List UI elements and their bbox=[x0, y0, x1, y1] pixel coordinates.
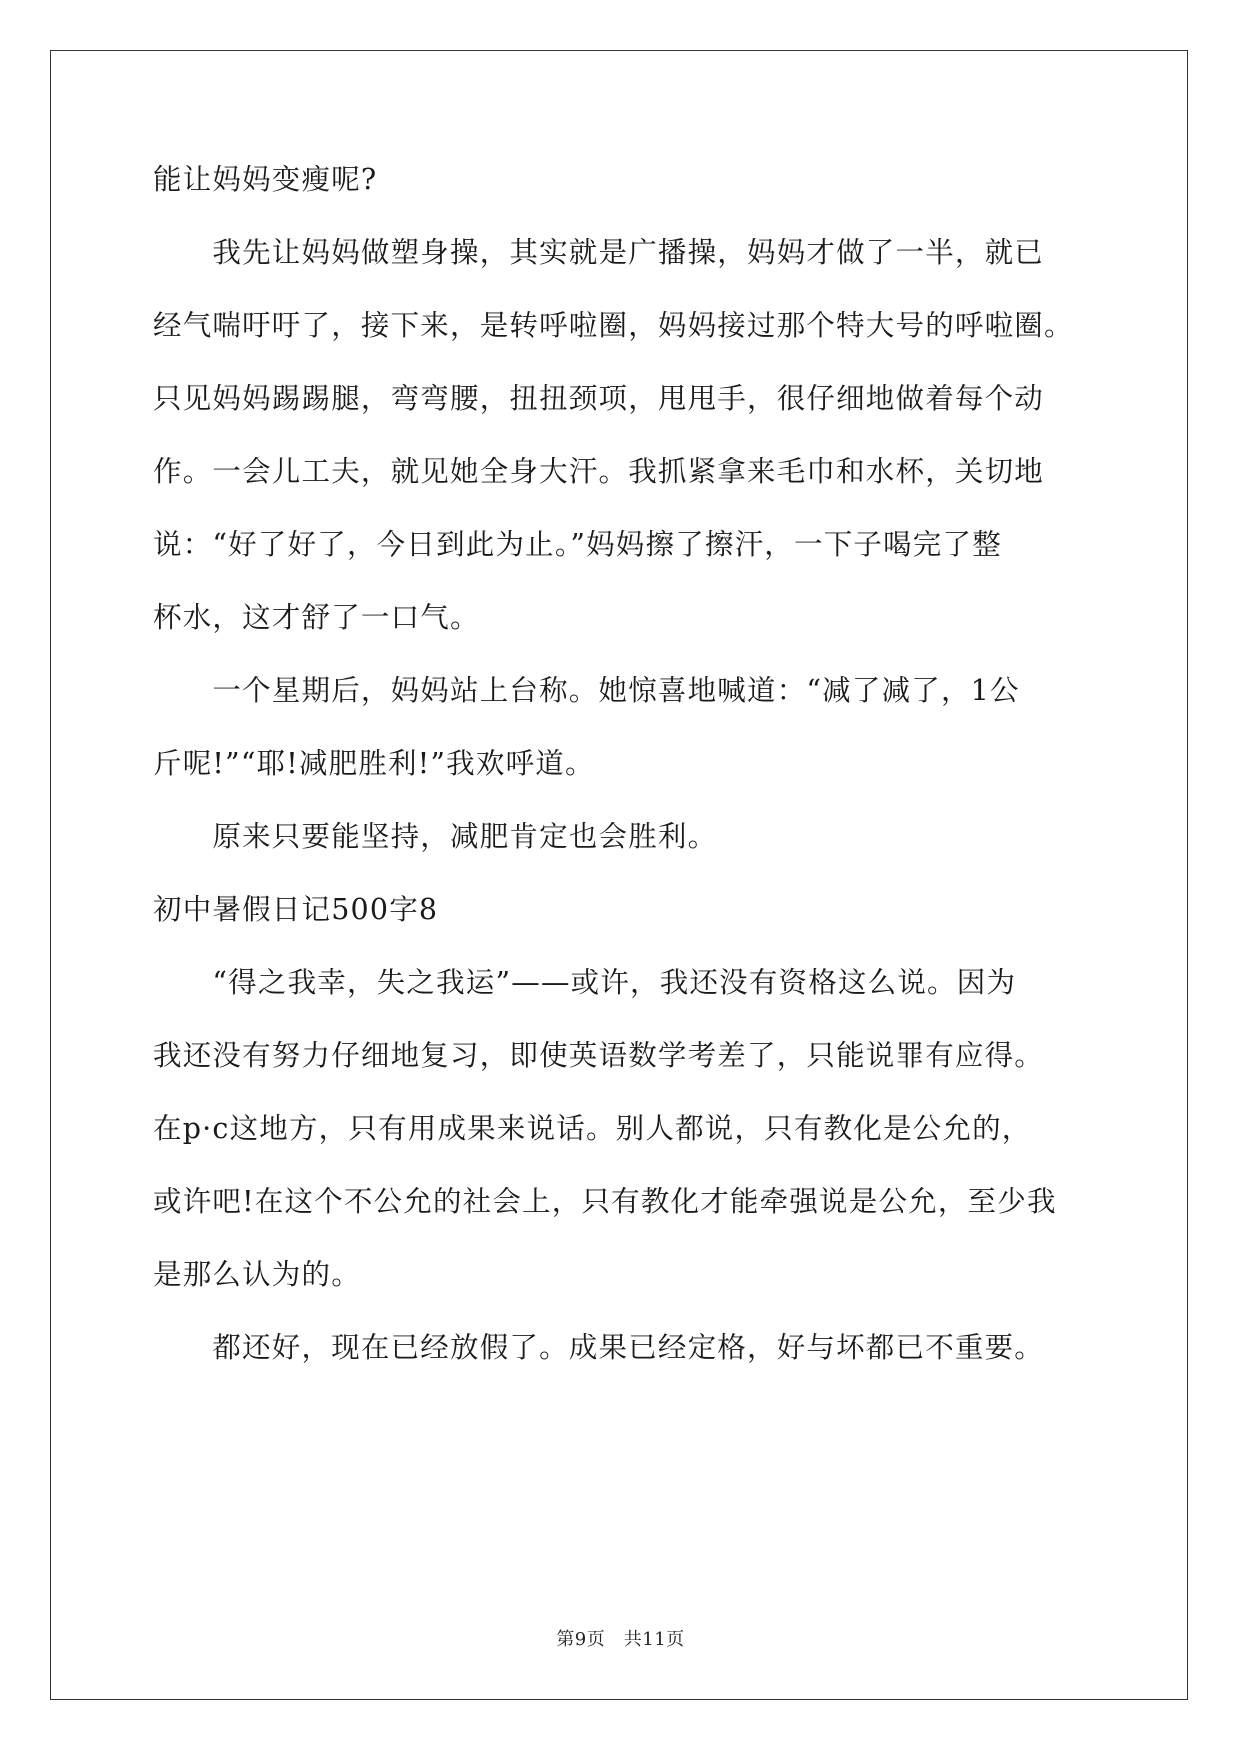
text-line: 说：“好了好了，今日到此为止。”妈妈擦了擦汗，一下子喝完了整 bbox=[153, 528, 1002, 561]
text-line: 我先让妈妈做塑身操，其实就是广播操，妈妈才做了一半，就已 bbox=[153, 236, 1045, 269]
section-heading: 初中暑假日记500字8 bbox=[153, 893, 439, 926]
text-line: 或许吧!在这个不公允的社会上，只有教化才能牵强说是公允，至少我 bbox=[153, 1185, 1057, 1218]
page-border bbox=[50, 50, 1188, 1700]
text-line: 是那么认为的。 bbox=[153, 1258, 361, 1291]
text-line: 都还好，现在已经放假了。成果已经定格，好与坏都已不重要。 bbox=[153, 1331, 1045, 1364]
text-line: 我还没有努力仔细地复习，即使英语数学考差了，只能说罪有应得。 bbox=[153, 1039, 1045, 1072]
text-line: 经气喘吁吁了，接下来，是转呼啦圈，妈妈接过那个特大号的呼啦圈。 bbox=[153, 309, 1074, 342]
text-line: 作。一会儿工夫，就见她全身大汗。我抓紧拿来毛巾和水杯，关切地 bbox=[153, 455, 1045, 488]
text-line: 杯水，这才舒了一口气。 bbox=[153, 601, 480, 634]
text-line: 原来只要能坚持，减肥肯定也会胜利。 bbox=[153, 820, 718, 853]
text-line: 只见妈妈踢踢腿，弯弯腰，扭扭颈项，甩甩手，很仔细地做着每个动 bbox=[153, 382, 1045, 415]
page-number: 第9页 共11页 bbox=[556, 1629, 685, 1650]
text-line: 斤呢!”“耶!减肥胜利!”我欢呼道。 bbox=[153, 747, 595, 780]
text-line: 能让妈妈变瘦呢? bbox=[153, 163, 378, 196]
text-line: 在p·c这地方，只有用成果来说话。别人都说，只有教化是公允的， bbox=[153, 1112, 1032, 1145]
text-line: “得之我幸，失之我运”——或许，我还没有资格这么说。因为 bbox=[153, 966, 1017, 999]
text-line: 一个星期后，妈妈站上台称。她惊喜地喊道：“减了减了，1公 bbox=[153, 674, 1020, 707]
